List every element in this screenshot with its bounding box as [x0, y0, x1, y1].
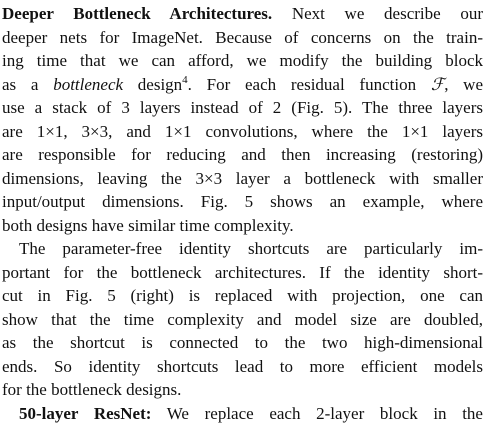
text-line: cut in Fig. 5 (right) is replaced with projection, one can — [2, 286, 483, 305]
text-line: portant for the bottleneck architectures. If the identity short- — [2, 262, 483, 282]
footnote-marker[interactable]: 4 — [182, 73, 188, 86]
text-line: are 1×1, 3×3, and 1×1 convolutions, where the 1×1 layers — [2, 121, 483, 141]
text-line: The parameter-free identity shortcuts are particularly im- — [19, 239, 483, 258]
paragraph-bottleneck — [2, 2, 483, 237]
text-line: 50-layer ResNet: We replace each 2-layer block in the — [19, 403, 483, 423]
text-line: deeper nets for ImageNet. Because of concerns on the train- — [2, 27, 483, 47]
text-line: for the bottleneck designs. — [2, 380, 182, 399]
emphasis-bottleneck: bottleneck — [53, 74, 124, 94]
text-line: are responsible for reducing and then increasing (restoring) — [2, 145, 483, 164]
text-line: both designs have similar time complexity. — [2, 215, 294, 235]
paragraph-50-layer-resnet — [2, 402, 483, 426]
text-line: use a stack of 3 layers instead of 2 (Fig. 5). The three layers — [2, 98, 483, 117]
text-line: as the shortcut is connected to the two high-dimensional — [2, 333, 483, 352]
section-heading: 50-layer ResNet: — [19, 403, 152, 423]
math-symbol-F: ℱ — [430, 74, 445, 95]
paper-page — [2, 2, 483, 425]
text-line: ends. So identity shortcuts lead to more efficient models — [2, 356, 483, 376]
text-line: dimensions, leaving the 3×3 layer a bottleneck with smaller — [2, 168, 483, 188]
text-line: ing time that we can afford, we modify the building block — [2, 51, 483, 70]
text-line: as a bottleneck design$^4$. For each residual function ℱ, we — [2, 73, 483, 95]
text-line: Deeper Bottleneck Architectures. Next we describe our — [2, 4, 483, 23]
paragraph-identity-shortcuts — [2, 237, 483, 402]
text-line: show that the time complexity and model size are doubled, — [2, 309, 483, 329]
section-heading: Deeper Bottleneck Architectures. — [2, 4, 273, 23]
text-line: input/output dimensions. Fig. 5 shows an example, where — [2, 192, 483, 211]
